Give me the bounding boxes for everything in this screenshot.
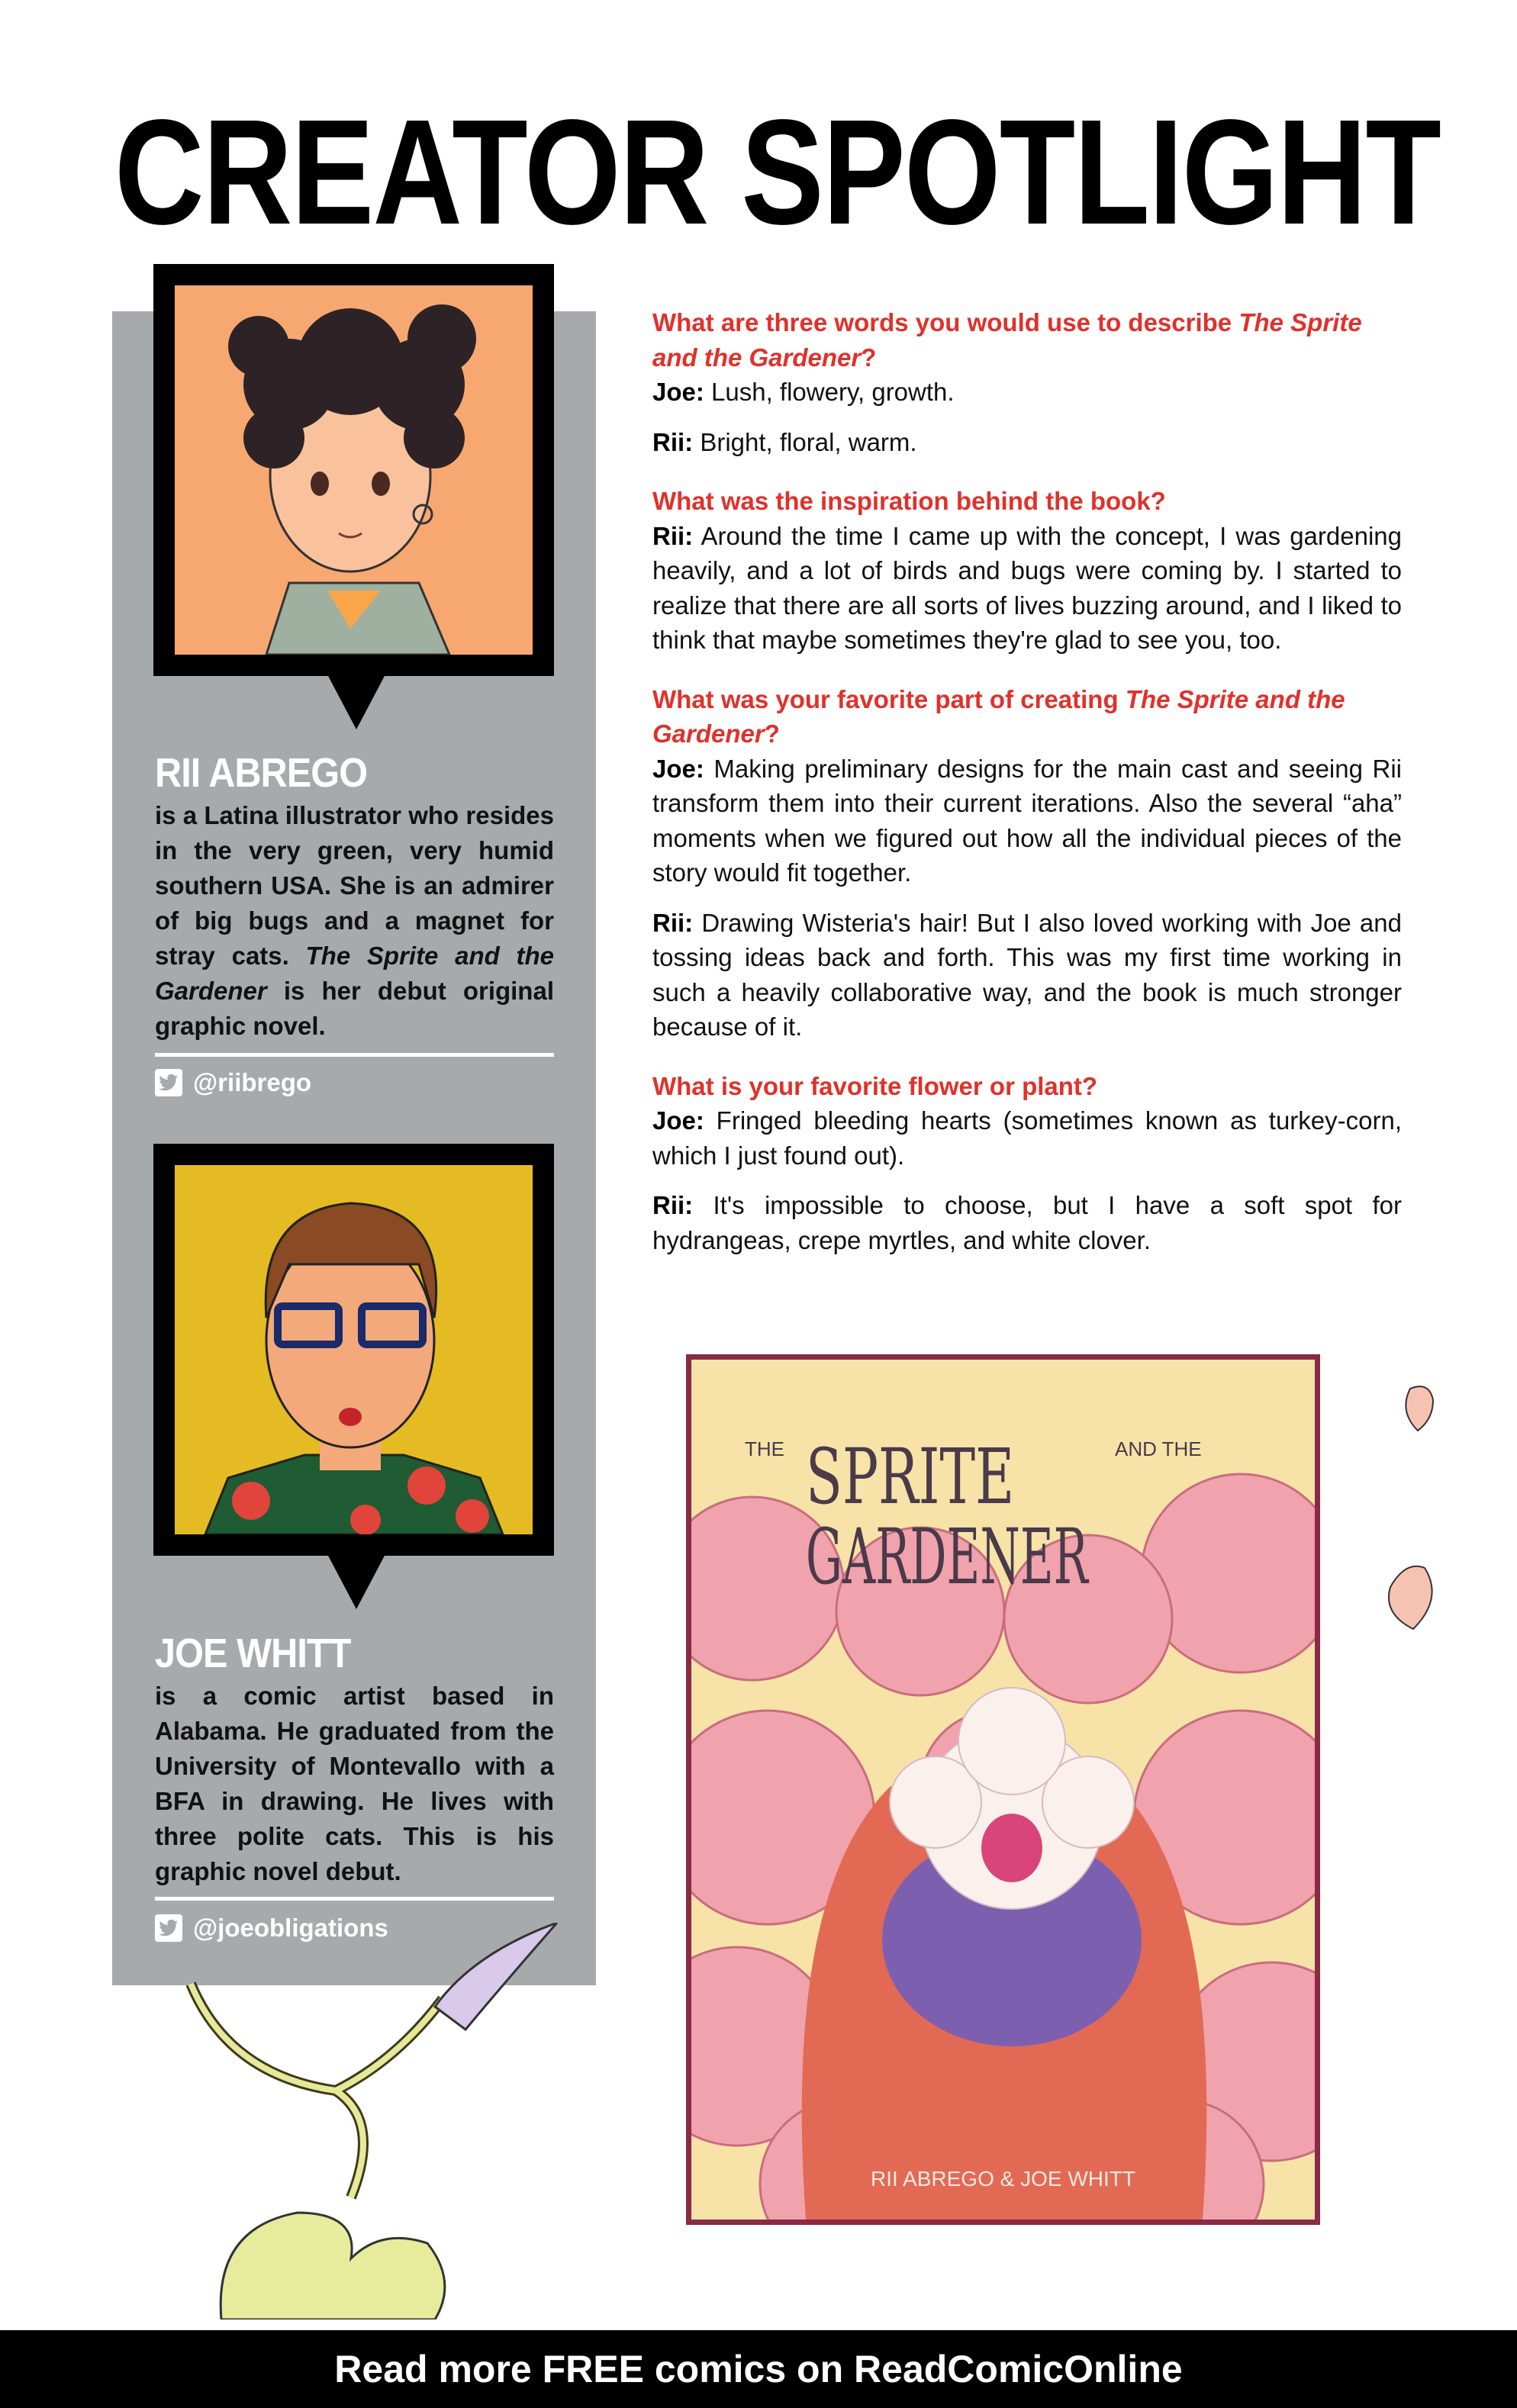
answer: Joe: Making preliminary designs for the main cast and seeing Rii transform them into their current iterations. Also the several “aha” moments when we figured out how all the individual pieces of the story would fit together. [652,754,1402,887]
answer: Rii: Bright, floral, warm. [652,427,917,456]
creator-bio: is a Latina illustrator who resides in the very green, very humid southern USA. She is an admirer of big bugs and a magnet for stray cats. The Sprite and the Gardener is her debut original graphic novel. [155,801,554,1040]
creator-name: RII ABREGO [155,750,368,796]
book-cover[interactable] [686,1354,1320,2225]
twitter-link[interactable] [155,1068,311,1097]
rii-portrait [153,264,554,676]
cover-title-the: THE [745,1437,784,1460]
answer: Rii: Drawing Wisteria's hair! But I also loved working with Joe and tossing ideas back and forth. This was my first time working in such a heavily collaborative way, and the book is much stronger because of it. [652,908,1402,1041]
answer: Rii: Around the time I came up with the concept, I was gardening heavily, and a lot of birds and bugs were coming by. I started to realize that there are all sorts of lives buzzing around, and I liked to think that maybe sometimes they're glad to see you, too. [652,521,1402,654]
footer-banner[interactable] [0,2330,1517,2408]
cover-title-sprite: SPRITE [806,1432,1015,1521]
footer-text[interactable]: Read more FREE comics on ReadComicOnline [334,2348,1183,2390]
twitter-handle: @joeobligations [193,1914,388,1942]
twitter-handle: @riibrego [193,1068,312,1096]
twitter-icon [155,1914,182,1942]
petal-decoration [1383,1560,1444,1633]
answer: Joe: Lush, flowery, growth. [652,378,955,406]
divider [155,1897,554,1901]
speech-pointer [327,674,385,729]
answer: Joe: Fringed bleeding hearts (sometimes known as turkey-corn, which I just found out). [652,1106,1402,1170]
interview [652,305,1402,1257]
cover-authors: RII ABREGO & JOE WHITT [871,2167,1135,2191]
petal-decoration [1395,1381,1441,1434]
joe-portrait [153,1144,554,1556]
question: What is your favorite flower or plant? [652,1071,1098,1100]
divider [155,1053,554,1057]
creator-name: JOE WHITT [155,1631,351,1676]
question: What was the inspiration behind the book? [652,487,1166,515]
answer: Rii: It's impossible to choose, but I have a soft spot for hydrangeas, crepe myrtles, and white clover. [652,1191,1402,1254]
speech-pointer [327,1554,385,1609]
twitter-icon [155,1069,182,1096]
page-title: CREATOR SPOTLIGHT [114,89,1441,256]
plant-illustration [183,1923,580,2319]
cover-title-gardener: GARDENER [806,1512,1088,1602]
question: What was your favorite part of creating The Sprite and the Gardener? [652,684,1345,748]
creator-bio: is a comic artist based in Alabama. He graduated from the University of Montevallo with a BFA in drawing. He lives with three polite cats. This is his graphic novel debut. [155,1682,554,1885]
cover-title-and-the: AND THE [1115,1437,1202,1460]
question: What are three words you would use to describe The Sprite and the Gardener? [652,308,1362,372]
